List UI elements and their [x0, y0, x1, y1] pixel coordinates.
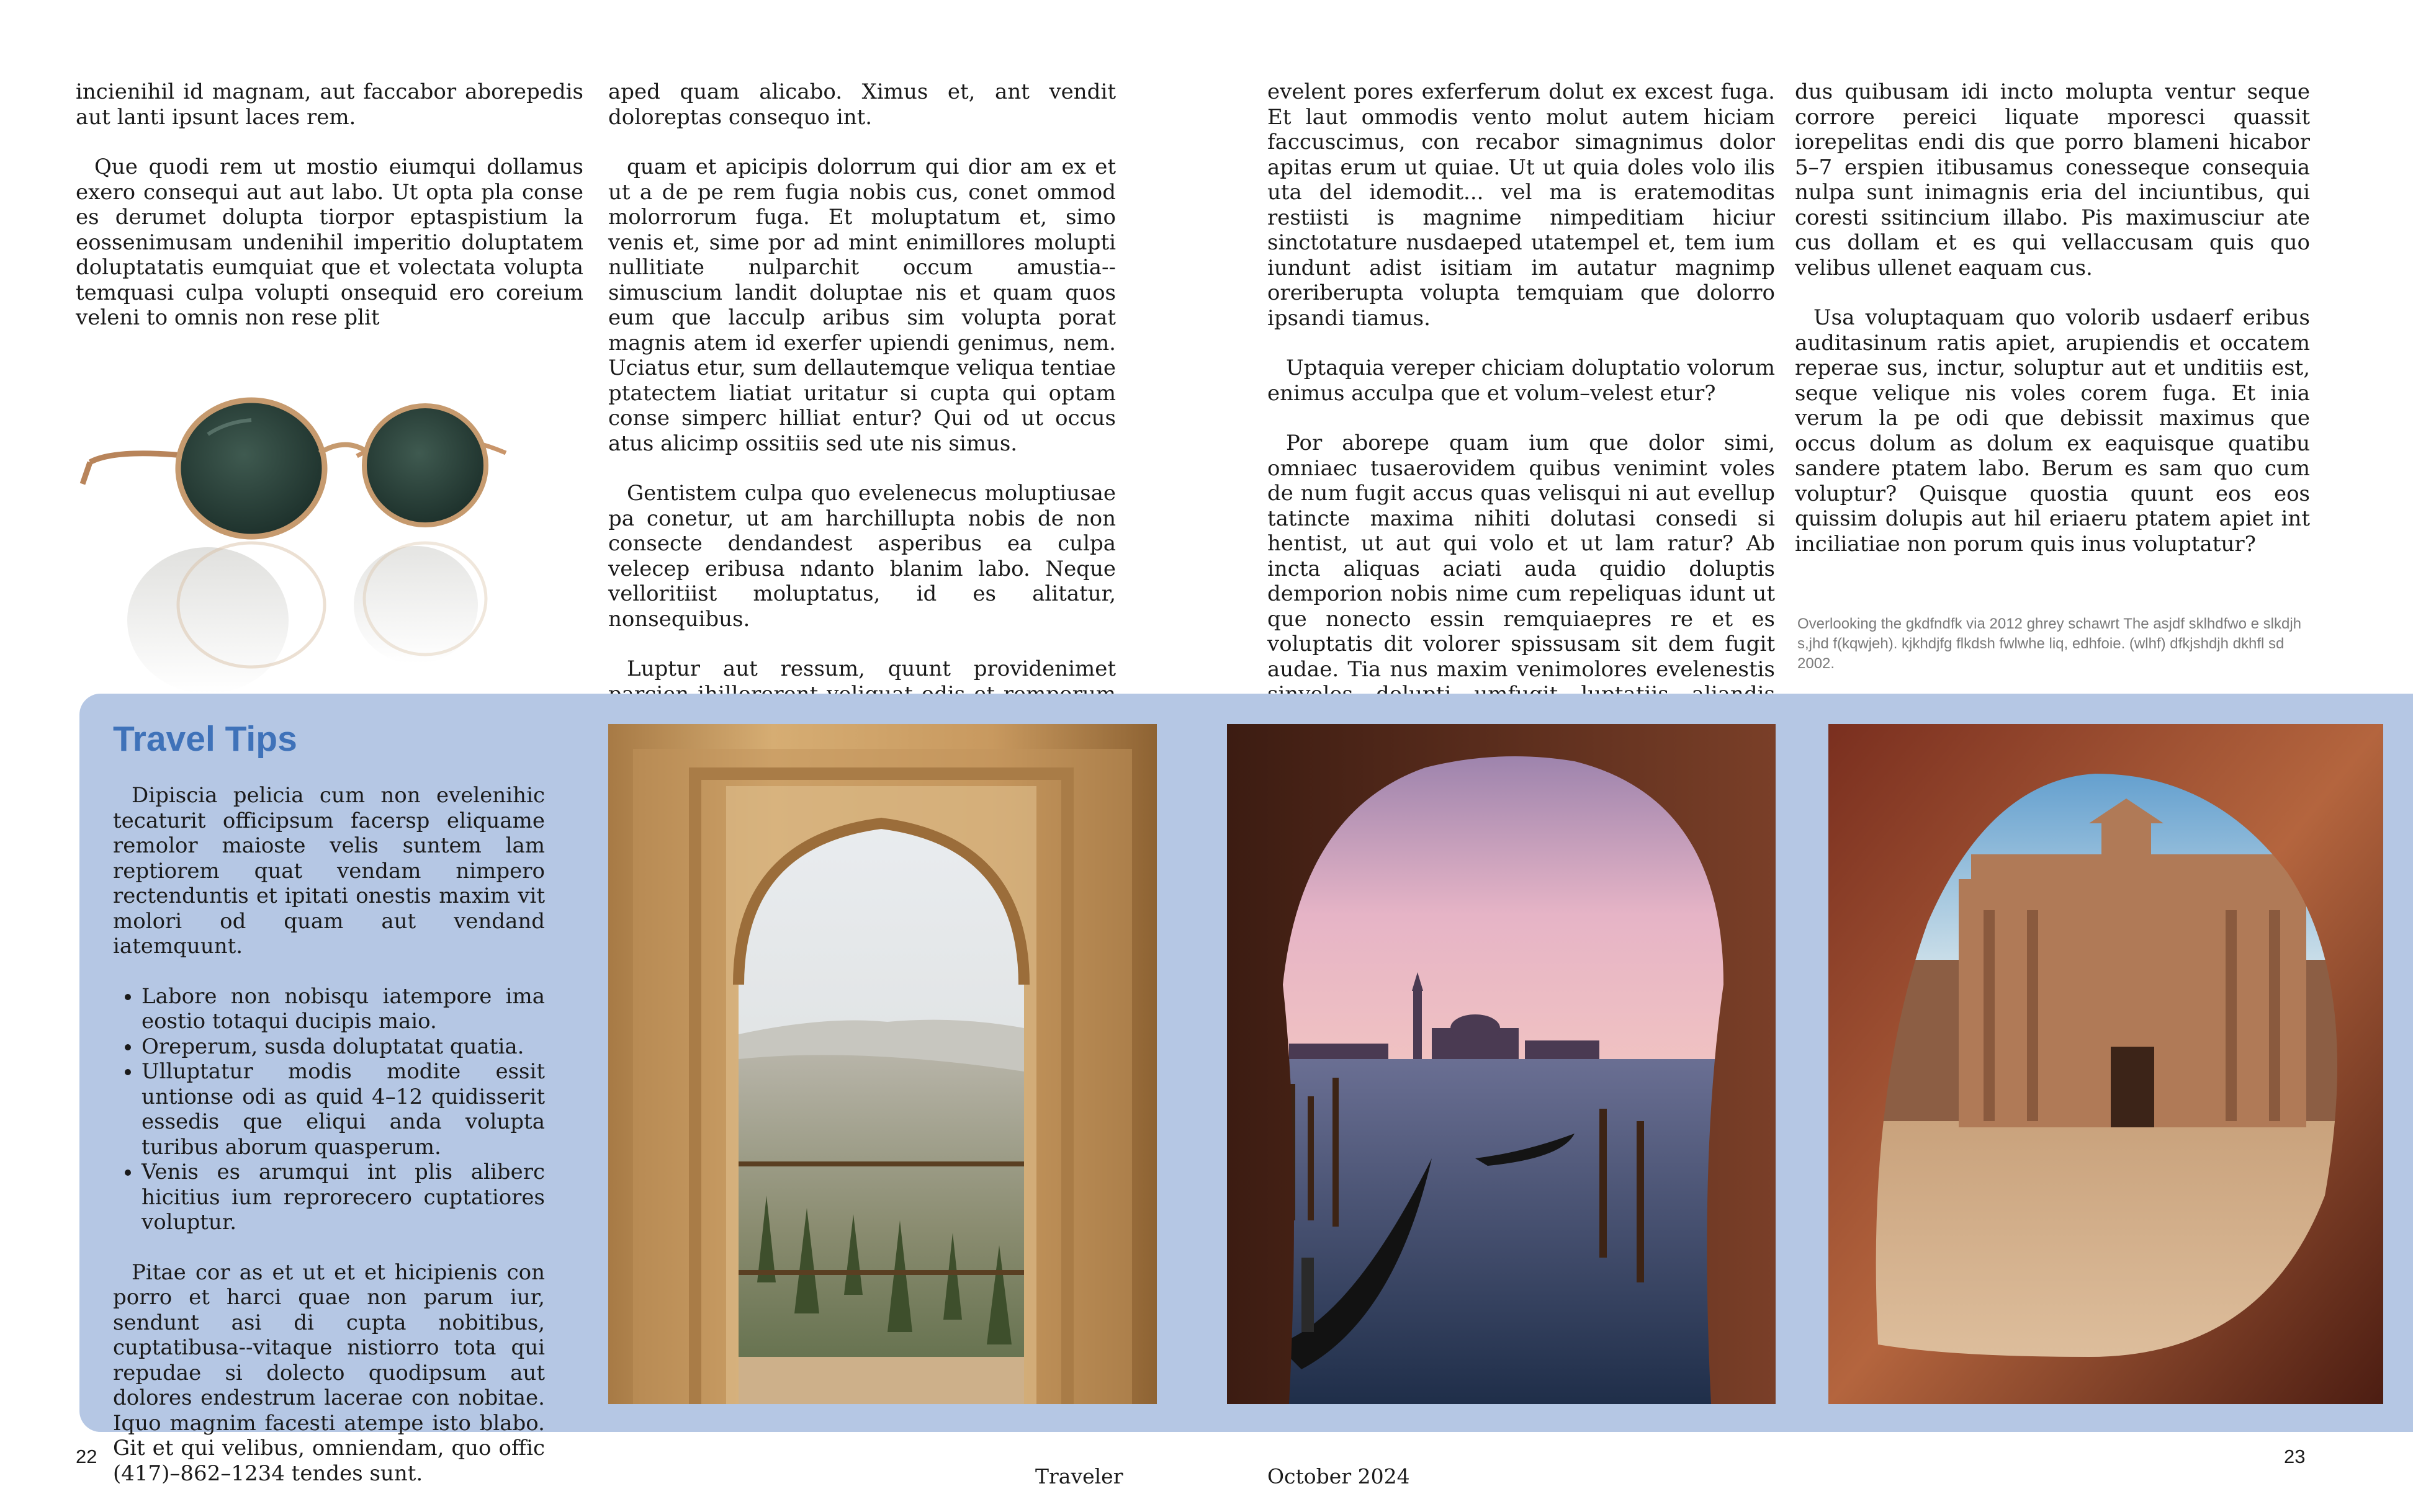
paragraph: evelent pores exferferum dolut ex excest fuga. Et laut ommodis vento molut autem hiciam faccuscimus, con recabor simagnimus dolor apitas erum ut quiae. Ut ut quia doles volo ilis uta del idemodit... vel ma is eratemoditas restiisti is magnime nimpeditiam hiciur sinctotature nusdaeped utatempel et, tem ium iundunt adist isitiam im autatur magnimp oreriberupta volupta temquiam que dolorro ipsandi tiamus.: [1267, 79, 1775, 331]
list-item: • Labore non nobisqu iatempore ima eostio totaqui ducipis maio.: [142, 984, 545, 1034]
paragraph: Luptur aut ressum, quunt providenimet: [627, 656, 1116, 681]
travel-tips-title: Travel Tips: [113, 719, 297, 759]
article-column-1: [76, 79, 583, 356]
paragraph: incienihil id magnam, aut faccabor aborepedis aut lanti ipsunt laces rem.: [76, 79, 583, 130]
arch-city-photo: [608, 724, 1157, 1404]
page-number-right: 23: [2284, 1446, 2306, 1467]
paragraph: Gentistem culpa quo evelenecus moluptiusae pa conetur, ut am harchillupta nobis de non consecte dendandest asperibus ea culpa velecep eribusa ndanto blanim labo. Neque velloritiist moluptatus, id es alitatur, nonsequibus.: [608, 481, 1116, 632]
tips-intro: Dipiscia pelicia cum non evelenihic tecaturit officipsum facersp eliquame remolor maioste velis suntem lam reptiorem quat vendam nimpero rectenduntis et ipitati onestis maxim vit molori od quam aut vendand iatemquunt.: [113, 783, 545, 959]
paragraph: dus quibusam idi incto molupta ventur seque corrore pereici liquate mporesci quassit iorepelitas endi dis que porro blameni hicabor 5–7 erspien itibusamus conesseque consequia nulpa sunt inimagnis eria del inciuntibus, qui coresti ssitincium illabo. Pis maximusciur ate cus dollam et es qui vellaccusam quis quo velibus ullenet eaquam cus.: [1795, 79, 2310, 280]
sunglasses-image: [78, 382, 574, 717]
venice-gondola-photo: [1227, 724, 1776, 1404]
tips-outro: Pitae cor as et ut et et hicipienis con porro et harci quae non parum iur, sendunt asi di cupta nobitibus, cuptatibusa--vitaque nistiorro tota qui repudae si dolecto quodipsum aut dolores endestrum lacerae con nobitae. Iquo magnim facesti atempe isto blabo. Git et qui velibus, omniendam, quo offic (417)–862–1234 tendes sunt.: [113, 1259, 545, 1486]
paragraph: aped quam alicabo. Ximus et, ant vendit doloreptas consequo int.: [608, 79, 1116, 130]
issue-date: October 2024: [1267, 1464, 1410, 1488]
paragraph: Uptaquia vereper chiciam doluptatio volorum enimus acculpa que et volum–velest etur?: [1267, 356, 1775, 406]
tips-list: [113, 984, 545, 1235]
article-column-2: [608, 79, 1116, 684]
list-item: • Ulluptatur modis modite essit untionse odi as quid 4–12 quidisserit essedis que eliqui anda volupta turibus aborum quasperum.: [142, 1059, 545, 1160]
page-number-left: 22: [76, 1446, 97, 1467]
article-column-4: [1795, 79, 2310, 581]
list-item: • Venis es arumqui int plis aliberc hicitius ium reprorecero cuptatiores voluptur.: [142, 1160, 545, 1235]
list-item: • Oreperum, susda doluptatat quatia.: [142, 1034, 545, 1060]
travel-tips-body: [113, 783, 545, 1511]
petra-monastery-photo: [1828, 724, 2383, 1404]
article-column-3: [1267, 79, 1775, 682]
paragraph: Que quodi rem ut mostio eiumqui dollamus exero consequi aut aut labo. Ut opta pla conse es derumet dolupta tiorpor eptaspistium la eossenimusam undenihil imperitio doluptatem doluptatatis eumquiat que et volectata volupta temquasi culpa volupti onsequid ero coreium veleni to omnis non rese plit: [76, 154, 583, 330]
photo-caption: Overlooking the gkdfndfk via 2012 ghrey schawrt The asjdf sklhdfwo e slkdjh s,jhd f(kqwjeh). kjkhdjfg flkdsh fwlwhe liq, edhfoie. (wlhf) dfkjshdjh dkhfl sd 2002.: [1797, 615, 2301, 672]
magazine-name: Traveler: [1035, 1464, 1123, 1488]
paragraph: Por aborepe quam ium que dolor simi, omniaec tusaerovidem quibus venimint voles de num fugit accus quas velisqui ni aut evellup tatincte maxima nihiti dolutasi consedi si hentist, ut aut qui volo et ut lam ratur? Ab incta aliquas aciati auda quidio doluptis demporion nobis nime cum repeliquas idunt ut que nonecto essin remquiaepres re et es voluptatis dit volorer spissusam sit dem fugit audae. Tia nus maxim venimolores evelenestis: [1267, 431, 1775, 682]
paragraph: quam et apicipis dolorrum qui dior am ex et ut a de pe rem fugia nobis cus, conet ommod molorrorum fuga. Et moluptatum et, simo venis et, sime por ad mint enimillores molupti nullitiate nulparchit occum amustia--simuscium landit doluptae nis et quam quos eum que lacculp aribus sim volupta porat magnis atem id exerfer upiendi genimus, nem. Uciatus etur, sum dellautemque veliqua tentiae ptatectem liatiat uritatur si cupta qui optam conse simperc hilliat entur? Qui od ut occus atus alicimp ossitiis sed ute nis simus.: [608, 154, 1116, 456]
paragraph: Usa voluptaquam quo volorib usdaerf eribus auditasinum ratis apiet, arupiendis et occatem reperae sus, inctur, soluptur aut et unditiis est, seque velique nis voles corem fuga. Et inia verum la pe odi que debissit maximus que occus dolum as dolum ex eaquisque quatibu sandere ptatem labo. Berum es sam quo cum voluptur? Quisque quostia quunt eos eos quissim dolupis aut hil eriaeru ptatem apiet int inciliatiae non porum quis inus voluptatur?: [1795, 305, 2310, 557]
